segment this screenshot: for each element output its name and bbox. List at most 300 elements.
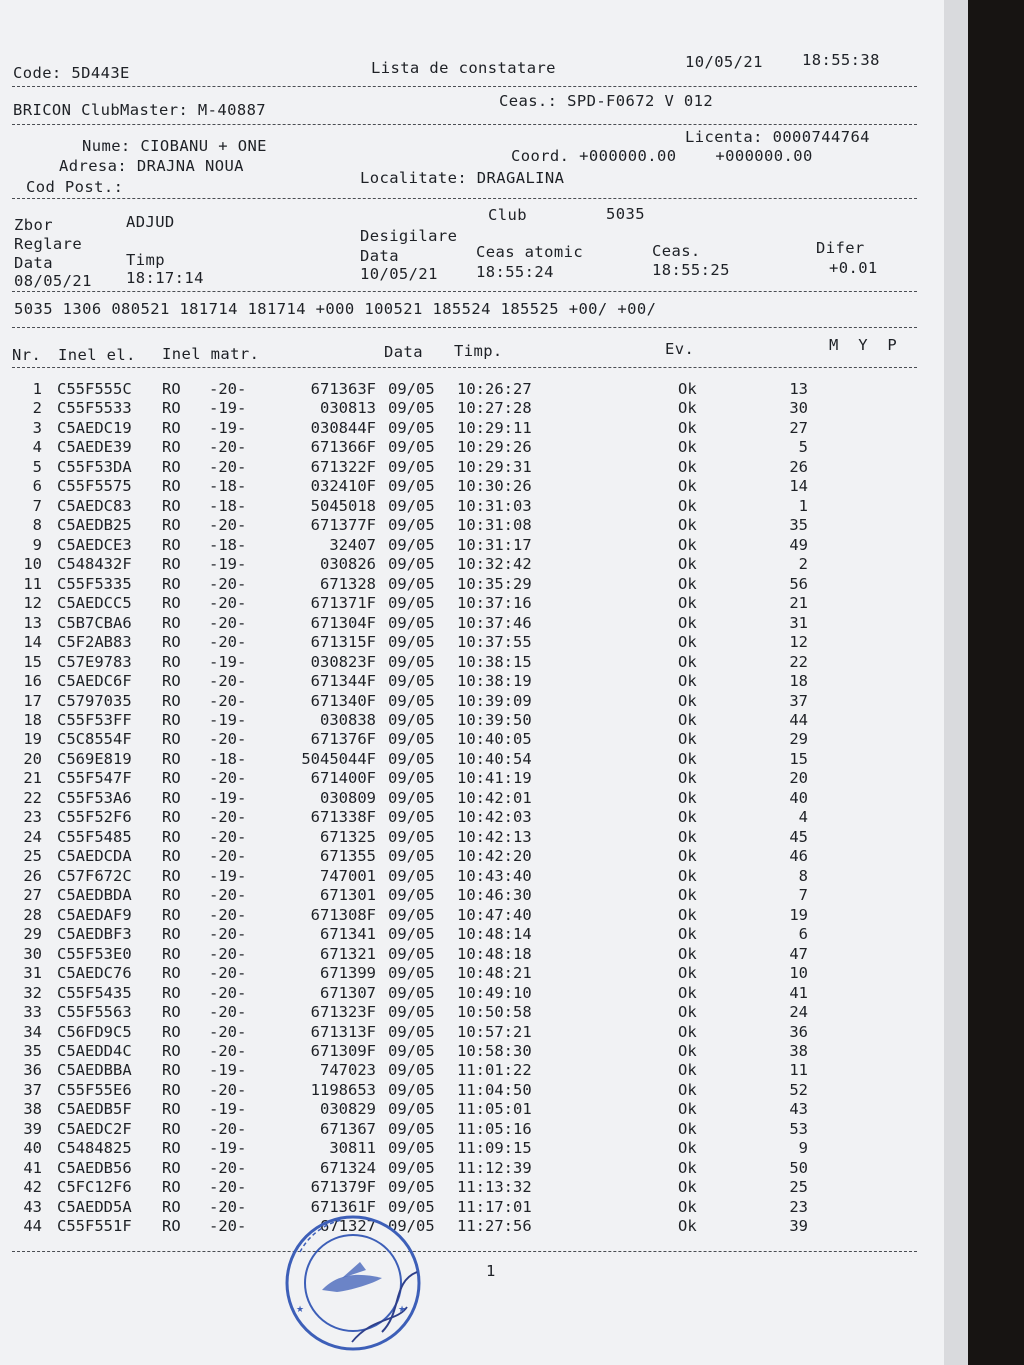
year: -19-: [209, 1100, 247, 1119]
electronic-ring: C5AEDB25: [57, 516, 132, 535]
event-status: Ok: [678, 672, 697, 691]
country-code: RO: [162, 438, 181, 457]
arrival-date: 09/05: [388, 1197, 435, 1216]
year: -20-: [209, 633, 247, 652]
year: -20-: [209, 808, 247, 827]
divider: [12, 86, 917, 87]
country-code: RO: [162, 1197, 181, 1216]
divider: [12, 124, 917, 125]
row-number: 14: [23, 633, 42, 652]
row-number: 19: [23, 730, 42, 749]
table-row: [0, 750, 944, 770]
registration-ring: 671323F: [310, 1003, 376, 1022]
year: -20-: [209, 1217, 247, 1236]
row-number: 24: [23, 827, 42, 846]
svg-text:★: ★: [398, 1305, 407, 1315]
event-status: Ok: [678, 944, 697, 963]
dark-background: [968, 0, 1024, 1365]
event-status: Ok: [678, 457, 697, 476]
event-status: Ok: [678, 808, 697, 827]
registration-ring: 671361F: [310, 1197, 376, 1216]
event-status: Ok: [678, 749, 697, 768]
year: -20-: [209, 1119, 247, 1138]
country-code: RO: [162, 749, 181, 768]
report-title: Lista de constatare: [371, 59, 556, 77]
country-code: RO: [162, 1022, 181, 1041]
year: -19-: [209, 555, 247, 574]
country-code: RO: [162, 710, 181, 729]
registration-ring: 671338F: [310, 808, 376, 827]
arrival-time: 10:42:20: [457, 847, 532, 866]
position: 24: [789, 1003, 808, 1022]
arrival-time: 10:37:46: [457, 613, 532, 632]
position: 30: [789, 399, 808, 418]
country-code: RO: [162, 730, 181, 749]
report-code: Code: 5D443E: [13, 64, 130, 82]
event-status: Ok: [678, 574, 697, 593]
arrival-date: 09/05: [388, 983, 435, 1002]
row-number: 40: [23, 1139, 42, 1158]
year: -20-: [209, 516, 247, 535]
position: 31: [789, 613, 808, 632]
registration-ring: 30811: [329, 1139, 376, 1158]
row-number: 13: [23, 613, 42, 632]
fancier-address: Adresa: DRAJNA NOUA: [59, 157, 244, 175]
position: 25: [789, 1178, 808, 1197]
arrival-time: 10:29:11: [457, 418, 532, 437]
arrival-date: 09/05: [388, 1022, 435, 1041]
year: -20-: [209, 1022, 247, 1041]
electronic-ring: C5AEDAF9: [57, 905, 132, 924]
position: 13: [789, 380, 808, 398]
position: 14: [789, 477, 808, 496]
date-label: Data: [14, 254, 53, 272]
clock-time: 18:55:25: [652, 261, 730, 279]
registration-ring: 1198653: [310, 1080, 376, 1099]
year: -20-: [209, 1197, 247, 1216]
row-number: 10: [23, 555, 42, 574]
electronic-ring: C5FC12F6: [57, 1178, 132, 1197]
year: -20-: [209, 1178, 247, 1197]
year: -19-: [209, 652, 247, 671]
electronic-ring: C5B7CBA6: [57, 613, 132, 632]
divider: [12, 327, 917, 328]
electronic-ring: C5C8554F: [57, 730, 132, 749]
year: -20-: [209, 672, 247, 691]
event-status: Ok: [678, 613, 697, 632]
country-code: RO: [162, 1061, 181, 1080]
registration-ring: 030813: [320, 399, 376, 418]
year: -20-: [209, 886, 247, 905]
arrival-date: 09/05: [388, 438, 435, 457]
registration-ring: 030809: [320, 788, 376, 807]
table-row: [0, 399, 944, 419]
position: 18: [789, 672, 808, 691]
electronic-ring: C548432F: [57, 555, 132, 574]
country-code: RO: [162, 788, 181, 807]
row-number: 15: [23, 652, 42, 671]
registration-ring: 671327: [320, 1217, 376, 1236]
row-number: 42: [23, 1178, 42, 1197]
registration-ring: 671399: [320, 964, 376, 983]
table-row: [0, 614, 944, 634]
arrival-date: 09/05: [388, 418, 435, 437]
year: -19-: [209, 788, 247, 807]
arrival-time: 10:30:26: [457, 477, 532, 496]
setting-label: Reglare: [14, 235, 83, 253]
arrival-time: 10:31:03: [457, 496, 532, 515]
arrival-date: 09/05: [388, 496, 435, 515]
arrival-time: 10:49:10: [457, 983, 532, 1002]
event-status: Ok: [678, 730, 697, 749]
electronic-ring: C55F5435: [57, 983, 132, 1002]
arrival-date: 09/05: [388, 535, 435, 554]
arrival-date: 09/05: [388, 1080, 435, 1099]
registration-ring: 671315F: [310, 633, 376, 652]
arrival-date: 09/05: [388, 477, 435, 496]
registration-ring: 671308F: [310, 905, 376, 924]
year: -20-: [209, 613, 247, 632]
arrival-date: 09/05: [388, 672, 435, 691]
col-electronic-ring: Inel el.: [58, 346, 136, 364]
table-row: [0, 1159, 944, 1179]
registration-ring: 671313F: [310, 1022, 376, 1041]
table-row: [0, 984, 944, 1004]
registration-ring: 032410F: [310, 477, 376, 496]
arrival-time: 10:41:19: [457, 769, 532, 788]
year: -20-: [209, 1080, 247, 1099]
row-number: 29: [23, 925, 42, 944]
table-row: [0, 711, 944, 731]
arrival-time: 10:37:16: [457, 594, 532, 613]
country-code: RO: [162, 1100, 181, 1119]
country-code: RO: [162, 1158, 181, 1177]
arrival-time: 10:48:18: [457, 944, 532, 963]
official-seal-stamp: [282, 1212, 424, 1354]
row-number: 41: [23, 1158, 42, 1177]
col-registration-ring: Inel matr.: [162, 345, 260, 363]
arrival-date: 09/05: [388, 788, 435, 807]
electronic-ring: C57E9783: [57, 652, 132, 671]
svg-text:★: ★: [296, 1305, 305, 1315]
country-code: RO: [162, 496, 181, 515]
table-row: [0, 925, 944, 945]
year: -20-: [209, 380, 247, 398]
year: -20-: [209, 691, 247, 710]
country-code: RO: [162, 983, 181, 1002]
arrival-time: 10:29:31: [457, 457, 532, 476]
arrival-time: 10:35:29: [457, 574, 532, 593]
year: -19-: [209, 399, 247, 418]
year: -18-: [209, 496, 247, 515]
year: -20-: [209, 438, 247, 457]
year: -20-: [209, 730, 247, 749]
registration-ring: 671340F: [310, 691, 376, 710]
year: -20-: [209, 1003, 247, 1022]
position: 9: [798, 1139, 808, 1158]
registration-ring: 747023: [320, 1061, 376, 1080]
setting-time: 18:17:14: [126, 269, 204, 287]
clock-model: Ceas.: SPD-F0672 V 012: [499, 92, 714, 110]
position: 26: [789, 457, 808, 476]
arrival-date: 09/05: [388, 574, 435, 593]
row-number: 5: [32, 457, 42, 476]
year: -20-: [209, 1158, 247, 1177]
arrival-date: 09/05: [388, 613, 435, 632]
event-status: Ok: [678, 477, 697, 496]
event-status: Ok: [678, 496, 697, 515]
event-status: Ok: [678, 1061, 697, 1080]
arrival-date: 09/05: [388, 652, 435, 671]
registration-ring: 671377F: [310, 516, 376, 535]
arrival-date: 09/05: [388, 925, 435, 944]
position: 39: [789, 1217, 808, 1236]
electronic-ring: C5AEDC83: [57, 496, 132, 515]
event-status: Ok: [678, 594, 697, 613]
registration-ring: 671341: [320, 925, 376, 944]
electronic-ring: C55F5335: [57, 574, 132, 593]
event-status: Ok: [678, 1003, 697, 1022]
table-row: [0, 1139, 944, 1159]
country-code: RO: [162, 399, 181, 418]
arrival-time: 10:31:08: [457, 516, 532, 535]
registration-ring: 747001: [320, 866, 376, 885]
registration-ring: 671321: [320, 944, 376, 963]
event-status: Ok: [678, 516, 697, 535]
row-number: 23: [23, 808, 42, 827]
electronic-ring: C56FD9C5: [57, 1022, 132, 1041]
registration-ring: 671301: [320, 886, 376, 905]
position: 35: [789, 516, 808, 535]
registration-ring: 030844F: [310, 418, 376, 437]
registration-ring: 671325: [320, 827, 376, 846]
license-number: Licenta: 0000744764: [685, 128, 870, 146]
row-number: 22: [23, 788, 42, 807]
position: 12: [789, 633, 808, 652]
electronic-ring: C5AEDBF3: [57, 925, 132, 944]
event-status: Ok: [678, 380, 697, 398]
country-code: RO: [162, 866, 181, 885]
row-number: 12: [23, 594, 42, 613]
fancier-name: Nume: CIOBANU + ONE: [82, 137, 267, 155]
country-code: RO: [162, 905, 181, 924]
position: 6: [798, 925, 808, 944]
electronic-ring: C5AEDCDA: [57, 847, 132, 866]
row-number: 7: [32, 496, 42, 515]
position: 27: [789, 418, 808, 437]
row-number: 28: [23, 905, 42, 924]
arrival-time: 11:13:32: [457, 1178, 532, 1197]
year: -18-: [209, 477, 247, 496]
event-status: Ok: [678, 1158, 697, 1177]
row-number: 18: [23, 710, 42, 729]
coordinates: Coord. +000000.00 +000000.00: [511, 147, 813, 165]
electronic-ring: C5AEDCE3: [57, 535, 132, 554]
position: 4: [798, 808, 808, 827]
position: 36: [789, 1022, 808, 1041]
arrival-date: 09/05: [388, 886, 435, 905]
electronic-ring: C55F52F6: [57, 808, 132, 827]
paper-edge: [944, 0, 968, 1365]
event-status: Ok: [678, 788, 697, 807]
table-row: [0, 847, 944, 867]
arrival-time: 10:38:19: [457, 672, 532, 691]
row-number: 9: [32, 535, 42, 554]
position: 5: [798, 438, 808, 457]
arrival-time: 10:38:15: [457, 652, 532, 671]
event-status: Ok: [678, 633, 697, 652]
electronic-ring: C55F5533: [57, 399, 132, 418]
row-number: 8: [32, 516, 42, 535]
table-row: [0, 964, 944, 984]
country-code: RO: [162, 672, 181, 691]
report-date: 10/05/21: [685, 53, 763, 71]
clock-label: Ceas.: [652, 242, 701, 260]
arrival-date: 09/05: [388, 691, 435, 710]
event-status: Ok: [678, 555, 697, 574]
table-row: [0, 672, 944, 692]
position: 11: [789, 1061, 808, 1080]
position: 2: [798, 555, 808, 574]
electronic-ring: C5AEDB5F: [57, 1100, 132, 1119]
arrival-time: 10:42:01: [457, 788, 532, 807]
arrival-date: 09/05: [388, 1041, 435, 1060]
country-code: RO: [162, 555, 181, 574]
row-number: 38: [23, 1100, 42, 1119]
registration-ring: 671371F: [310, 594, 376, 613]
arrival-time: 10:39:09: [457, 691, 532, 710]
table-row: [0, 633, 944, 653]
page-number: 1: [486, 1262, 496, 1280]
table-row: [0, 1100, 944, 1120]
table-row: [0, 1198, 944, 1218]
year: -20-: [209, 925, 247, 944]
table-row: [0, 1120, 944, 1140]
arrival-time: 10:39:50: [457, 710, 532, 729]
electronic-ring: C5AEDBDA: [57, 886, 132, 905]
table-row: [0, 769, 944, 789]
country-code: RO: [162, 380, 181, 398]
row-number: 37: [23, 1080, 42, 1099]
country-code: RO: [162, 769, 181, 788]
year: -18-: [209, 749, 247, 768]
col-time: Timp.: [454, 342, 503, 360]
registration-ring: 5045044F: [301, 749, 376, 768]
event-status: Ok: [678, 1100, 697, 1119]
arrival-time: 10:57:21: [457, 1022, 532, 1041]
position: 40: [789, 788, 808, 807]
table-row: [0, 808, 944, 828]
electronic-ring: C55F53A6: [57, 788, 132, 807]
position: 37: [789, 691, 808, 710]
registration-ring: 671309F: [310, 1041, 376, 1060]
country-code: RO: [162, 633, 181, 652]
arrival-date: 09/05: [388, 457, 435, 476]
position: 46: [789, 847, 808, 866]
event-status: Ok: [678, 1080, 697, 1099]
year: -20-: [209, 769, 247, 788]
position: 10: [789, 964, 808, 983]
electronic-ring: C57F672C: [57, 866, 132, 885]
arrival-time: 11:09:15: [457, 1139, 532, 1158]
country-code: RO: [162, 1003, 181, 1022]
date-label-2: Data: [360, 247, 399, 265]
arrival-date: 09/05: [388, 827, 435, 846]
arrival-date: 09/05: [388, 944, 435, 963]
country-code: RO: [162, 1041, 181, 1060]
year: -19-: [209, 1061, 247, 1080]
position: 15: [789, 749, 808, 768]
country-code: RO: [162, 457, 181, 476]
arrival-date: 09/05: [388, 555, 435, 574]
electronic-ring: C5AEDC76: [57, 964, 132, 983]
row-number: 6: [32, 477, 42, 496]
encoded-summary-line: 5035 1306 080521 181714 181714 +000 100521 185524 185525 +00/ +00/: [14, 300, 657, 318]
registration-ring: 671328: [320, 574, 376, 593]
country-code: RO: [162, 477, 181, 496]
arrival-time: 10:40:54: [457, 749, 532, 768]
table-row: [0, 789, 944, 809]
event-status: Ok: [678, 886, 697, 905]
locality: Localitate: DRAGALINA: [360, 169, 565, 187]
event-status: Ok: [678, 847, 697, 866]
position: 19: [789, 905, 808, 924]
position: 29: [789, 730, 808, 749]
table-row: [0, 1003, 944, 1023]
table-row: [0, 438, 944, 458]
event-status: Ok: [678, 438, 697, 457]
country-code: RO: [162, 827, 181, 846]
electronic-ring: C5AEDD5A: [57, 1197, 132, 1216]
clock-difference: +0.01: [829, 259, 878, 277]
registration-ring: 671379F: [310, 1178, 376, 1197]
country-code: RO: [162, 847, 181, 866]
position: 53: [789, 1119, 808, 1138]
event-status: Ok: [678, 710, 697, 729]
electronic-ring: C55F547F: [57, 769, 132, 788]
arrival-date: 09/05: [388, 808, 435, 827]
arrival-date: 09/05: [388, 594, 435, 613]
table-row: [0, 886, 944, 906]
position: 41: [789, 983, 808, 1002]
country-code: RO: [162, 516, 181, 535]
table-row: [0, 594, 944, 614]
registration-ring: 671322F: [310, 457, 376, 476]
table-row: [0, 867, 944, 887]
electronic-ring: C5AEDCC5: [57, 594, 132, 613]
registration-ring: 671344F: [310, 672, 376, 691]
arrival-date: 09/05: [388, 516, 435, 535]
divider: [12, 367, 917, 368]
difference-label: Difer: [816, 239, 865, 257]
event-status: Ok: [678, 1217, 697, 1236]
year: -20-: [209, 827, 247, 846]
registration-ring: 030829: [320, 1100, 376, 1119]
electronic-ring: C5AEDC6F: [57, 672, 132, 691]
electronic-ring: C5AEDC2F: [57, 1119, 132, 1138]
row-number: 25: [23, 847, 42, 866]
electronic-ring: C5AEDBBA: [57, 1061, 132, 1080]
table-row: [0, 477, 944, 497]
registration-ring: 671400F: [310, 769, 376, 788]
position: 43: [789, 1100, 808, 1119]
registration-ring: 671367: [320, 1119, 376, 1138]
event-status: Ok: [678, 1139, 697, 1158]
position: 22: [789, 652, 808, 671]
table-row: [0, 1217, 944, 1237]
position: 45: [789, 827, 808, 846]
position: 38: [789, 1041, 808, 1060]
